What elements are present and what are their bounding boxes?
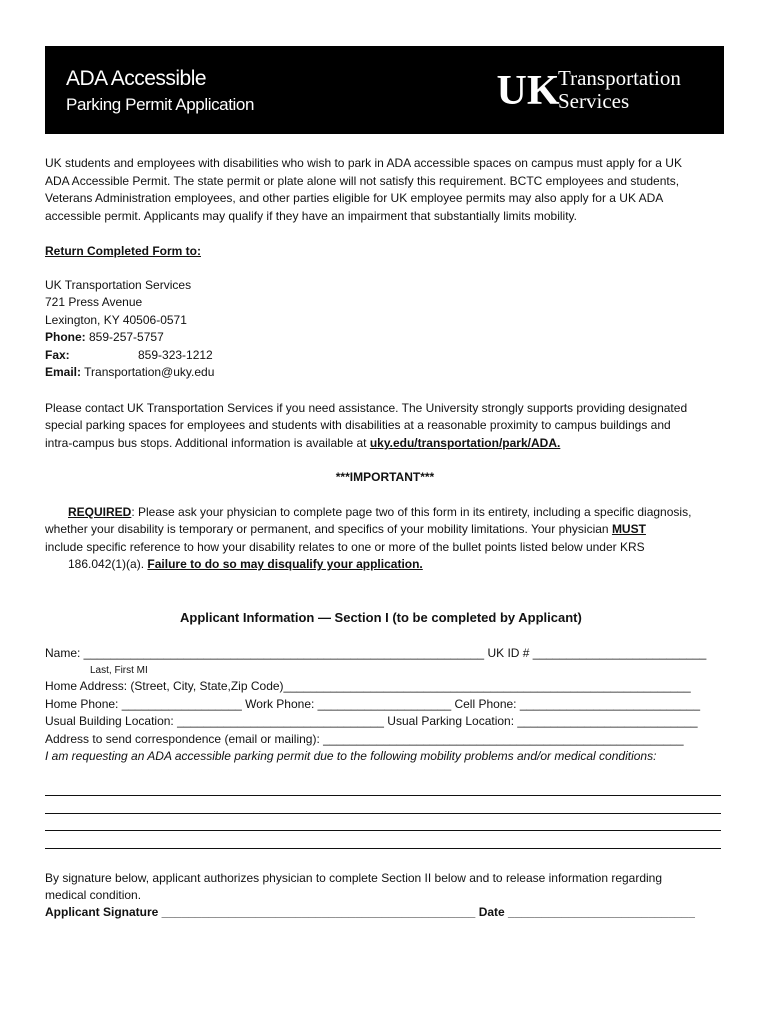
- condition-line-1[interactable]: [45, 795, 721, 796]
- date-field[interactable]: ____________________________: [504, 905, 695, 919]
- section-heading: Applicant Information — Section I (to be completed by Applicant): [180, 610, 582, 625]
- email-value: Transportation@uky.edu: [81, 365, 215, 379]
- return-phone: [45, 329, 164, 346]
- name-field[interactable]: Name: ____________________________________________________________ UK ID # __________________________: [45, 646, 707, 660]
- contact-line-2: special parking spaces for employees and students with disabilities at a reasonable proximity to campus buildings and: [45, 418, 671, 432]
- home-address-field[interactable]: Home Address: (Street, City, State,Zip Code)_____________________________________________________________: [45, 679, 691, 693]
- date-label: Date: [478, 905, 505, 919]
- signature-field[interactable]: _______________________________________________: [158, 905, 479, 919]
- intro-line-1: UK students and employees with disabilities who wish to park in ADA accessible spaces on campus must apply for a UK: [45, 156, 682, 170]
- intro-line-3: Veterans Administration employees, and other parties eligible for UK employee permits may also apply for a UK ADA: [45, 191, 664, 205]
- name-hint: Last, First MI: [90, 665, 148, 676]
- contact-line-1: Please contact UK Transportation Services if you need assistance. The University strongly supports providing designated: [45, 401, 688, 415]
- required-line-2: [45, 521, 646, 538]
- return-heading: Return Completed Form to:: [45, 244, 201, 258]
- fax-label: Fax:: [45, 348, 70, 362]
- condition-line-3[interactable]: [45, 830, 721, 831]
- return-street: 721 Press Avenue: [45, 295, 143, 309]
- email-label: Email:: [45, 365, 82, 379]
- return-org: UK Transportation Services: [45, 278, 192, 292]
- fax-value: 859-323-1212: [138, 348, 213, 362]
- condition-line-4[interactable]: [45, 848, 721, 849]
- krs-reference: 186.042(1)(a).: [68, 557, 148, 571]
- authorization-line-2: medical condition.: [45, 888, 142, 902]
- important-heading: ***IMPORTANT***: [335, 470, 435, 484]
- contact-line-3-text: intra-campus bus stops. Additional information is available at: [45, 436, 370, 450]
- svg-text:UK: UK: [496, 68, 560, 114]
- required-line-2-text: whether your disability is temporary or permanent, and specifics of your mobility limitations. Your physician: [45, 522, 612, 536]
- page-title: ADA Accessible: [66, 67, 207, 90]
- return-city: Lexington, KY 40506-0571: [45, 313, 187, 327]
- phone-label: Phone:: [45, 330, 86, 344]
- required-line-1-text: : Please ask your physician to complete page two of this form in its entirety, including a specific diagnosis,: [131, 505, 692, 519]
- must-label: MUST: [611, 522, 646, 536]
- contact-line-3: [45, 435, 560, 452]
- correspondence-field[interactable]: Address to send correspondence (email or mailing): ______________________________________________________: [45, 732, 684, 746]
- phone-value: 859-257-5757: [85, 330, 164, 344]
- logo-line-transportation: Transportation: [558, 66, 681, 90]
- required-line-4: [68, 556, 423, 573]
- location-fields[interactable]: Usual Building Location: _______________________________ Usual Parking Location: ___________________________: [45, 714, 698, 728]
- authorization-line-1: By signature below, applicant authorizes physician to complete Section II below and to release information regarding: [45, 871, 663, 885]
- intro-line-2: ADA Accessible Permit. The state permit or plate alone will not satisfy this requirement. BCTC employees and students,: [45, 174, 680, 188]
- condition-line-2[interactable]: [45, 813, 721, 814]
- intro-line-4: accessible permit. Applicants may qualify if they have an impairment that substantially limits mobility.: [45, 209, 578, 223]
- page-subtitle: Parking Permit Application: [66, 95, 255, 114]
- signature-label: Applicant Signature: [45, 905, 159, 919]
- logo-line-services: Services: [558, 89, 630, 113]
- uk-transportation-logo: [496, 64, 716, 116]
- required-line-3: include specific reference to how your disability relates to one or more of the bullet points listed below under KRS: [45, 540, 645, 554]
- header-banner: [45, 46, 724, 134]
- return-fax: [45, 347, 213, 364]
- phone-fields[interactable]: Home Phone: __________________ Work Phone: ____________________ Cell Phone: ___________________________: [45, 697, 701, 711]
- uk-logo-icon: [496, 64, 560, 114]
- ada-info-link[interactable]: uky.edu/transportation/park/ADA.: [369, 436, 561, 450]
- disqualify-warning: Failure to do so may disqualify your application.: [147, 557, 423, 571]
- signature-row: [45, 904, 695, 921]
- required-line-1: [68, 504, 691, 521]
- mobility-prompt: I am requesting an ADA accessible parking permit due to the following mobility problems and/or medical conditions:: [45, 749, 657, 763]
- return-email: [45, 364, 214, 381]
- required-label: REQUIRED: [68, 505, 132, 519]
